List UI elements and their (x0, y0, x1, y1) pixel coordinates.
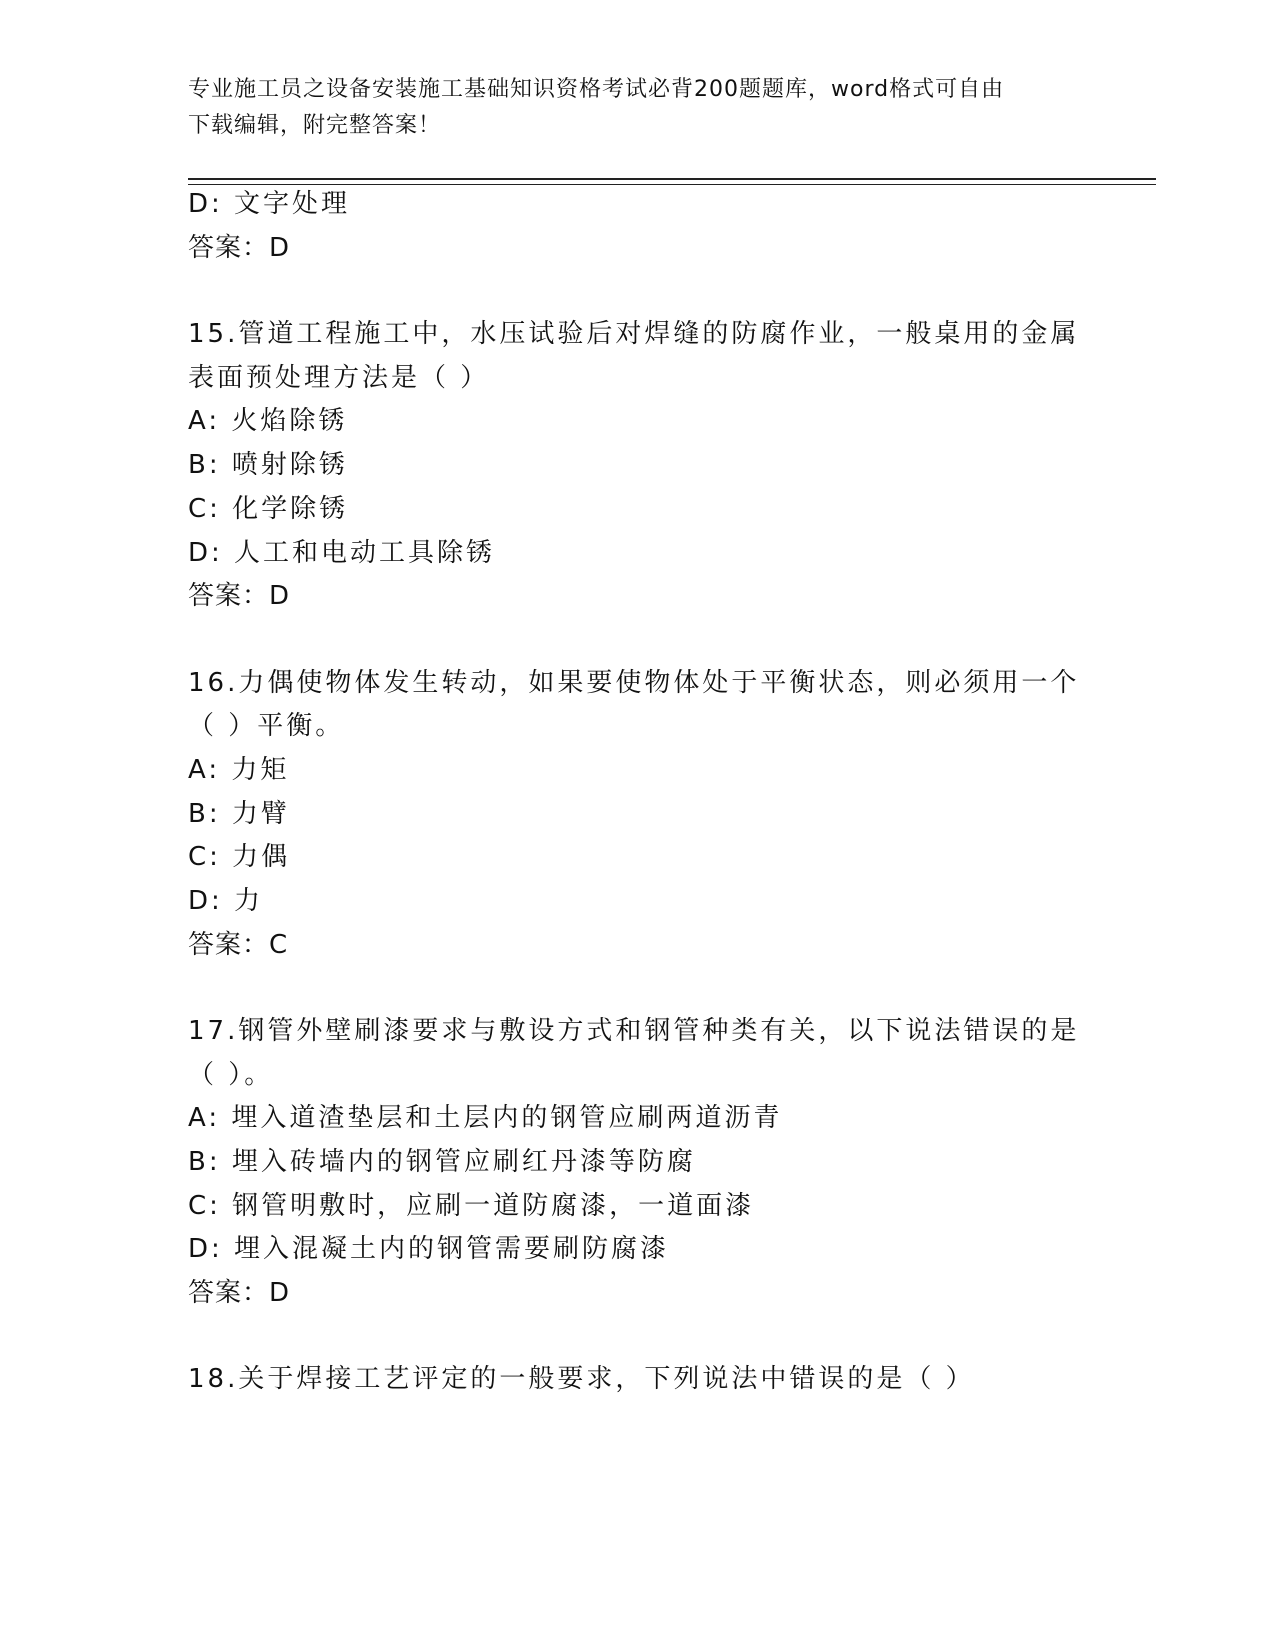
question-16-stem-line-2: （ ）平衡。 (188, 711, 345, 741)
question-16-option-d: D: 力 (188, 886, 264, 916)
question-15-option-d: D: 人工和电动工具除锈 (188, 538, 496, 568)
question-17-stem-line-2: （ ）。 (188, 1060, 274, 1090)
header-line-1: 专业施工员之设备安装施工基础知识资格考试必背200题题库，word格式可自由 (188, 77, 1005, 102)
header-line-2: 下载编辑，附完整答案！ (188, 113, 442, 138)
question-17-option-d: D: 埋入混凝土内的钢管需要刷防腐漆 (188, 1234, 670, 1264)
question-17-option-a: A: 埋入道渣垫层和土层内的钢管应刷两道沥青 (188, 1103, 783, 1133)
header-divider-thick (188, 178, 1156, 180)
question-15-stem-line-1: 15.管道工程施工中，水压试验后对焊缝的防腐作业，一般桌用的金属 (188, 319, 1080, 349)
question-16-option-c: C: 力偶 (188, 842, 291, 872)
question-15-stem-line-2: 表面预处理方法是（ ） (188, 363, 490, 393)
question-16-option-b: B: 力臂 (188, 799, 290, 829)
question-17-option-c: C: 钢管明敷时，应刷一道防腐漆，一道面漆 (188, 1191, 755, 1221)
question-18-stem-line-1: 18.关于焊接工艺评定的一般要求，下列说法中错误的是（ ） (188, 1364, 975, 1394)
question-16-stem-line-1: 16.力偶使物体发生转动，如果要使物体处于平衡状态，则必须用一个 (188, 668, 1080, 698)
document-header (188, 72, 1088, 144)
question-15-option-a: A: 火焰除锈 (188, 406, 348, 436)
question-16-answer: 答案：C (188, 930, 289, 960)
answer-line: 答案：D (188, 233, 291, 263)
question-17-option-b: B: 埋入砖墙内的钢管应刷红丹漆等防腐 (188, 1147, 696, 1177)
header-divider-thin (188, 184, 1156, 185)
question-15-option-b: B: 喷射除锈 (188, 450, 348, 480)
question-15-option-c: C: 化学除锈 (188, 494, 349, 524)
option-d: D: 文字处理 (188, 189, 351, 219)
question-17-answer: 答案：D (188, 1278, 291, 1308)
question-15-answer: 答案：D (188, 581, 291, 611)
question-17-stem-line-1: 17.钢管外壁刷漆要求与敷设方式和钢管种类有关，以下说法错误的是 (188, 1016, 1080, 1046)
question-16-option-a: A: 力矩 (188, 755, 290, 785)
